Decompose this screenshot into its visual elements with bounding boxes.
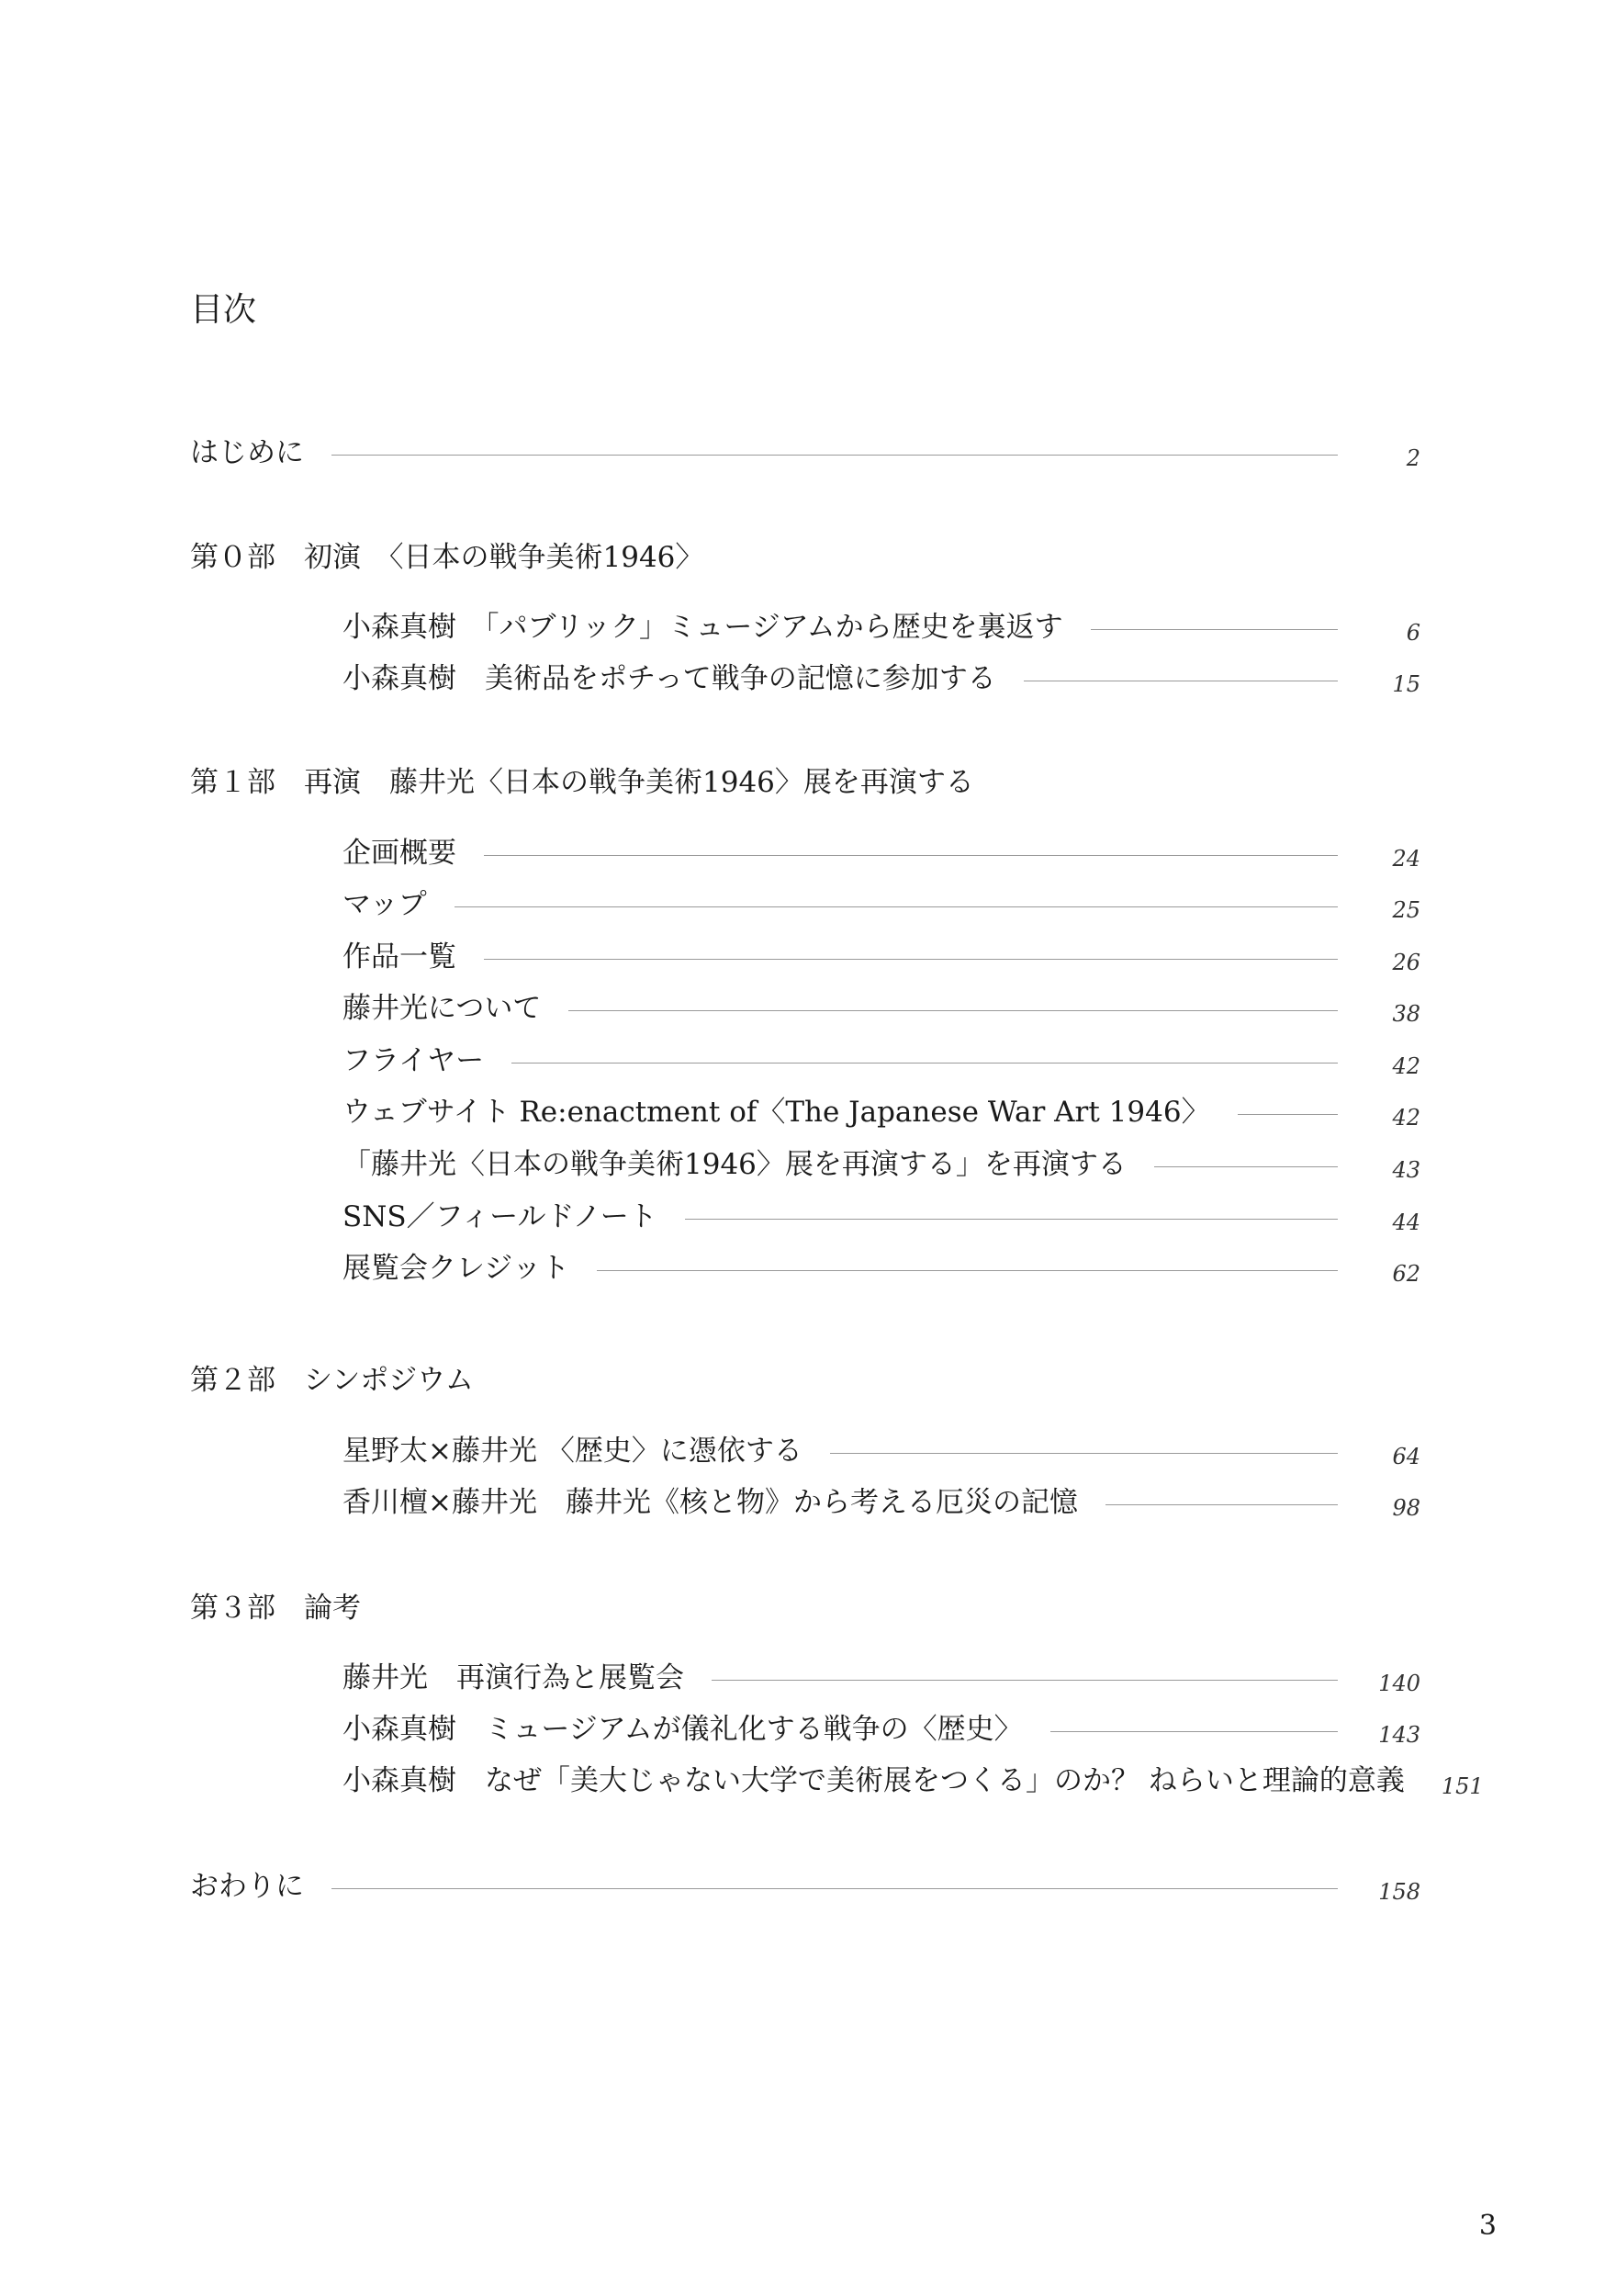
toc-entry-label: マップ (342, 888, 427, 921)
toc-page-number: 6 (1406, 620, 1420, 646)
toc-entry[interactable] (342, 934, 1420, 980)
part-heading-2: 第２部 シンポジウム (190, 1364, 474, 1397)
toc-page-number: 140 (1378, 1671, 1420, 1696)
toc-entry[interactable] (342, 656, 1420, 702)
page-number: 3 (1478, 2210, 1497, 2242)
toc-entry-label: 香川檀×藤井光 藤井光《核と物》から考える厄災の記憶 (342, 1486, 1078, 1519)
toc-entry-label: 小森真樹 ミュージアムが儀礼化する戦争の〈歴史〉 (342, 1713, 1023, 1746)
toc-entry-label: おわりに (190, 1870, 304, 1903)
leader-line (484, 855, 1338, 856)
toc-entry-label: 「藤井光〈日本の戦争美術1946〉展を再演する」を再演する (342, 1148, 1127, 1181)
toc-entry[interactable] (342, 1142, 1420, 1187)
toc-page-number: 143 (1378, 1722, 1420, 1748)
toc-page-number: 42 (1392, 1105, 1420, 1131)
toc-entry-label: 小森真樹 「パブリック」ミュージアムから歴史を裏返す (342, 611, 1063, 644)
toc-entry-intro[interactable] (190, 430, 1420, 476)
toc-entry[interactable] (342, 1038, 1420, 1084)
toc-entry-label: SNS／フィールドノート (342, 1200, 657, 1233)
leader-line (685, 1219, 1338, 1220)
leader-line (1105, 1504, 1338, 1505)
toc-entry-label: 藤井光 再演行為と展覧会 (342, 1661, 684, 1694)
leader-line (1238, 1114, 1338, 1115)
toc-page-number: 44 (1392, 1210, 1420, 1235)
toc-entry-outro[interactable] (190, 1863, 1420, 1909)
toc-entry[interactable] (342, 1245, 1420, 1291)
toc-page-number: 98 (1392, 1495, 1420, 1521)
toc-page-number: 25 (1392, 897, 1420, 923)
leader-line (1050, 1731, 1338, 1732)
toc-page-number: 43 (1392, 1157, 1420, 1183)
toc-entry-label: はじめに (190, 436, 304, 469)
leader-line (454, 906, 1338, 907)
leader-line (597, 1270, 1338, 1271)
toc-entry[interactable] (342, 1706, 1420, 1752)
leader-line (1154, 1166, 1338, 1167)
leader-line (1091, 629, 1338, 630)
toc-page-number: 38 (1392, 1001, 1420, 1027)
toc-entry-label: 小森真樹 なぜ「美大じゃない大学で美術展をつくる」のか？ ねらいと理論的意義 (342, 1764, 1405, 1797)
leader-line (712, 1680, 1338, 1681)
toc-entry[interactable] (342, 1480, 1420, 1525)
toc-entry[interactable] (342, 1758, 1484, 1804)
toc-entry[interactable] (342, 1655, 1420, 1701)
leader-line (568, 1010, 1338, 1011)
toc-entry-label: 展覧会クレジット (342, 1252, 570, 1285)
toc-entry[interactable] (342, 985, 1420, 1031)
toc-page-number: 64 (1392, 1444, 1420, 1469)
toc-page-number: 15 (1392, 671, 1420, 697)
toc-entry-label: ウェブサイト Re:enactment of〈The Japanese War Art 1946〉 (342, 1096, 1210, 1129)
toc-entry[interactable] (342, 1428, 1420, 1474)
toc-entry-label: 小森真樹 美術品をポチって戦争の記憶に参加する (342, 662, 996, 695)
leader-line (830, 1453, 1338, 1454)
leader-line (484, 959, 1338, 960)
toc-entry-label: 星野太×藤井光 〈歴史〉に憑依する (342, 1435, 802, 1468)
page-title: 目次 (190, 291, 257, 329)
toc-entry[interactable] (342, 830, 1420, 876)
toc-entry[interactable] (342, 604, 1420, 650)
part-heading-0: 第０部 初演 〈日本の戦争美術1946〉 (190, 541, 704, 574)
leader-line (331, 455, 1338, 456)
part-heading-3: 第３部 論考 (190, 1592, 361, 1625)
toc-entry[interactable] (342, 882, 1420, 928)
toc-page-number: 42 (1392, 1053, 1420, 1079)
toc-entry-label: 企画概要 (342, 837, 456, 870)
part-heading-1: 第１部 再演 藤井光〈日本の戦争美術1946〉展を再演する (190, 766, 974, 799)
toc-entry-label: 藤井光について (342, 992, 542, 1025)
toc-page-number: 158 (1378, 1879, 1420, 1905)
toc-page-number: 24 (1392, 846, 1420, 872)
toc-page-number: 62 (1392, 1261, 1420, 1287)
toc-page-number: 2 (1406, 445, 1420, 471)
toc-entry-label: 作品一覧 (342, 940, 456, 974)
leader-line (331, 1888, 1338, 1889)
toc-page-number: 26 (1392, 950, 1420, 975)
toc-entry[interactable] (342, 1194, 1420, 1240)
toc-page-number: 151 (1441, 1773, 1484, 1799)
leader-line (511, 1063, 1338, 1064)
toc-entry[interactable] (342, 1089, 1420, 1135)
toc-entry-label: フライヤー (342, 1044, 485, 1077)
